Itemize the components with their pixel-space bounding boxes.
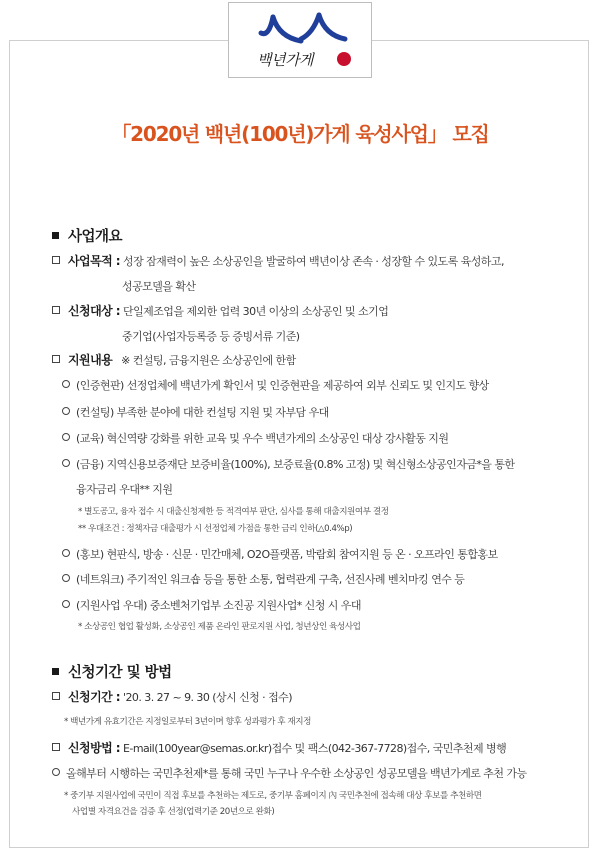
purpose-text: 성장 잠재력이 높은 소상공인을 발굴하여 백년이상 존속 · 성장할 수 있도록 육성하고, — [123, 255, 504, 268]
method-row — [52, 739, 506, 756]
square-bullet-icon — [52, 232, 59, 239]
logo — [228, 2, 372, 78]
circle-bullet-icon — [62, 433, 70, 441]
period-row — [52, 688, 292, 705]
period-value: '20. 3. 27 ~ 9. 30 (상시 신청 · 접수) — [123, 691, 292, 704]
circle-bullet-icon — [62, 380, 70, 388]
period-note: * 백년가게 유효기간은 지정일로부터 3년이며 향후 성과평가 후 재지정 — [64, 717, 311, 727]
period-label: 신청기간 : — [68, 690, 121, 704]
recommend-note: 사업별 자격요건을 검증 후 선정(업력기준 20년으로 완화) — [72, 807, 275, 817]
circle-bullet-icon — [62, 549, 70, 557]
target-text: 단일제조업을 제외한 업력 30년 이상의 소상공인 및 소기업 — [123, 305, 389, 318]
recommend-note: * 중기부 지원사업에 국민이 직접 후보를 추천하는 제도로, 중기부 홈페이지 內 국민추천에 접속해 대상 후보를 추천하면 — [64, 791, 482, 801]
circle-bullet-icon — [62, 407, 70, 415]
recommend-text: 올해부터 시행하는 국민추천제*를 통해 국민 누구나 우수한 소상공인 성공모델을 백년가게로 추천 가능 — [66, 767, 527, 780]
target-row — [52, 302, 388, 319]
purpose-text-cont: 성공모델을 확산 — [122, 280, 196, 293]
purpose-row — [52, 252, 504, 269]
finance-note: * 별도공고, 융자 접수 시 대출신청제한 등 적격여부 판단, 심사를 통해 대출지원여부 결정 — [78, 507, 389, 517]
circle-bullet-icon — [62, 459, 70, 467]
support-item-text: (네트워크) 주기적인 워크숍 등을 통한 소통, 협력관계 구축, 선진사례 벤치마킹 연수 등 — [76, 573, 465, 586]
support-item-text: (교육) 혁신역량 강화를 위한 교육 및 우수 백년가게의 소상공인 대상 강사활동 지원 — [76, 432, 449, 445]
page-title: 「2020년 백년(100년)가게 육성사업」 모집 — [111, 122, 489, 146]
circle-bullet-icon — [62, 600, 70, 608]
box-bullet-icon — [52, 256, 60, 264]
support-item — [62, 430, 448, 446]
circle-bullet-icon — [62, 574, 70, 582]
support-item — [62, 597, 361, 613]
target-label: 신청대상 : — [68, 304, 121, 318]
support-item-text: (인증현판) 선정업체에 백년가게 확인서 및 인증현판을 제공하여 외부 신뢰도 및 인지도 향상 — [76, 379, 489, 392]
section-heading-overview — [52, 225, 122, 246]
box-bullet-icon — [52, 743, 60, 751]
section-heading-schedule — [52, 661, 172, 682]
support-item-cont: 융자금리 우대** 지원 — [76, 483, 173, 496]
support-item-text: (지원사업 우대) 중소벤처기업부 소진공 지원사업* 신청 시 우대 — [76, 599, 361, 612]
support-item — [62, 456, 514, 472]
box-bullet-icon — [52, 692, 60, 700]
support-note-2: * 소상공인 협업 활성화, 소상공인 제품 온라인 판로지원 사업, 청년상인 육성사업 — [78, 622, 361, 632]
support-item-text: (컨설팅) 부족한 분야에 대한 컨설팅 지원 및 자부담 우대 — [76, 406, 329, 419]
support-item-text: (금융) 지역신용보증재단 보증비율(100%), 보증료율(0.8% 고정) 및 혁신형소상공인자금*을 통한 — [76, 458, 515, 471]
target-text-cont: 중기업(사업자등록증 등 증빙서류 기준) — [122, 330, 300, 343]
support-item — [62, 546, 498, 562]
support-note: ※ 컨설팅, 금융지원은 소상공인에 한함 — [121, 354, 296, 367]
square-bullet-icon — [52, 668, 59, 675]
support-item — [62, 571, 464, 587]
box-bullet-icon — [52, 306, 60, 314]
support-item — [62, 377, 489, 393]
support-label: 지원내용 — [68, 353, 113, 367]
box-bullet-icon — [52, 355, 60, 363]
method-value: E-mail(100year@semas.or.kr)접수 및 팩스(042-367-7728)접수, 국민추천제 병행 — [123, 742, 507, 755]
logo-seal-icon — [337, 52, 351, 66]
section-heading-text: 사업개요 — [68, 229, 123, 245]
support-row — [52, 351, 296, 368]
recommend-row — [52, 765, 527, 781]
support-item — [62, 404, 329, 420]
finance-note: ** 우대조건 : 정책자금 대출평가 시 선정업체 가점을 통한 금리 인하(△0.4%p) — [78, 524, 353, 534]
circle-bullet-icon — [52, 768, 60, 776]
support-item-text: (홍보) 현판식, 방송 · 신문 · 민간매체, O2O플랫폼, 박람회 참여지원 등 온 · 오프라인 통합홍보 — [76, 548, 498, 561]
purpose-label: 사업목적 : — [68, 254, 121, 268]
logo-text: 백년가게 — [257, 51, 313, 69]
method-label: 신청방법 : — [68, 741, 121, 755]
section-heading-text: 신청기간 및 방법 — [68, 665, 172, 681]
